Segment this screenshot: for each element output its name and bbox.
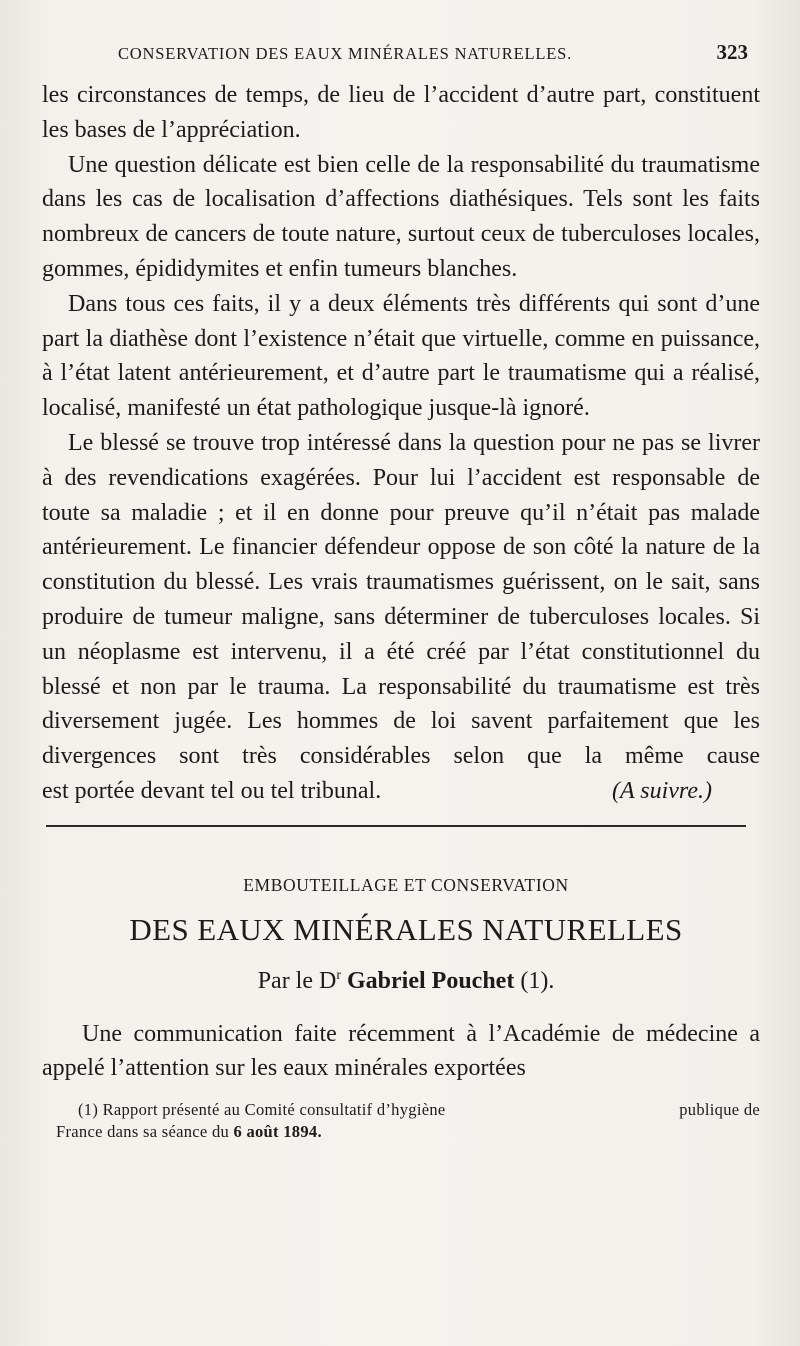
continued-marker: (A suivre.) xyxy=(612,777,712,804)
body-text xyxy=(42,78,760,809)
article-body xyxy=(42,1017,760,1085)
running-head-title: CONSERVATION DES EAUX MINÉRALES NATURELLES. xyxy=(118,44,572,63)
article-kicker: EMBOUTEILLAGE ET CONSERVATION xyxy=(243,874,569,895)
footnote-text: Rapport présenté au Comité consultatif d’hygiène xyxy=(102,1099,446,1119)
page-number: 323 xyxy=(716,40,748,64)
article-title: DES EAUX MINÉRALES NATURELLES xyxy=(129,911,683,947)
paragraph: Le blessé se trouve trop intéressé dans la question pour ne pas se livrer à des revendications exagérées. Pour lui l’accident est responsable de toute sa maladie ; et il en donne pour preuve qu’il n’était pas malade antérieurement. Le financier défendeur oppose de son côté la nature de la constitution du blessé. Les vrais traumatismes guérissent, on le sait, sans produire de tumeur maligne, sans déterminer de tuberculoses locales. Si un néoplasme est intervenu, il a été créé par l’état constitutionnel du blessé et non par le trauma. La responsabilité du traumatisme est très diversement jugée. Les hommes de loi savent parfaitement que les divergences sont très considérables selon que la même cause xyxy=(42,429,760,770)
footnote-line xyxy=(42,1099,760,1121)
footnote-date: 6 août 1894. xyxy=(233,1121,322,1141)
footnote-line xyxy=(42,1121,760,1143)
footnote-ref: (1). xyxy=(520,967,555,994)
footnote-text: France dans sa séance du xyxy=(56,1121,230,1141)
paragraph: Une question délicate est bien celle de la responsabilité du traumatisme dans les cas de localisation d’affections diathésiques. Tels sont les faits nombreux de cancers de toute nature, surtout ceux de tuberculoses locales, gommes, épididymites et enfin tumeurs blanches. xyxy=(42,151,760,282)
article-byline xyxy=(42,968,760,995)
byline-sup: r xyxy=(336,967,342,983)
paragraph-last-line xyxy=(42,774,760,809)
running-head xyxy=(42,40,760,78)
footnote xyxy=(42,1099,760,1143)
paragraph-end-text: est portée devant tel ou tel tribunal. xyxy=(42,777,382,804)
footnote-text-end: publique de xyxy=(679,1099,760,1119)
footnote-marker: (1) xyxy=(78,1099,99,1119)
paragraph-continued: les circonstances de temps, de lieu de l’accident d’autre part, constituent les bases de l’appréciation. xyxy=(42,82,760,143)
section-divider xyxy=(46,825,746,827)
article-first-paragraph: Une communication faite récemment à l’Académie de médecine a appelé l’attention sur les eaux minérales exportées xyxy=(42,1020,760,1081)
byline-prefix: Par le D xyxy=(257,967,337,994)
author-name: Gabriel Pouchet xyxy=(347,967,515,994)
paragraph: Dans tous ces faits, il y a deux éléments très différents qui sont d’une part la diathèse dont l’existence n’était que virtuelle, comme en puissance, à l’état latent antérieurement, et d’autre part le traumatisme qui a réalisé, localisé, manifesté un état pathologique jusque-là ignoré. xyxy=(42,290,760,422)
